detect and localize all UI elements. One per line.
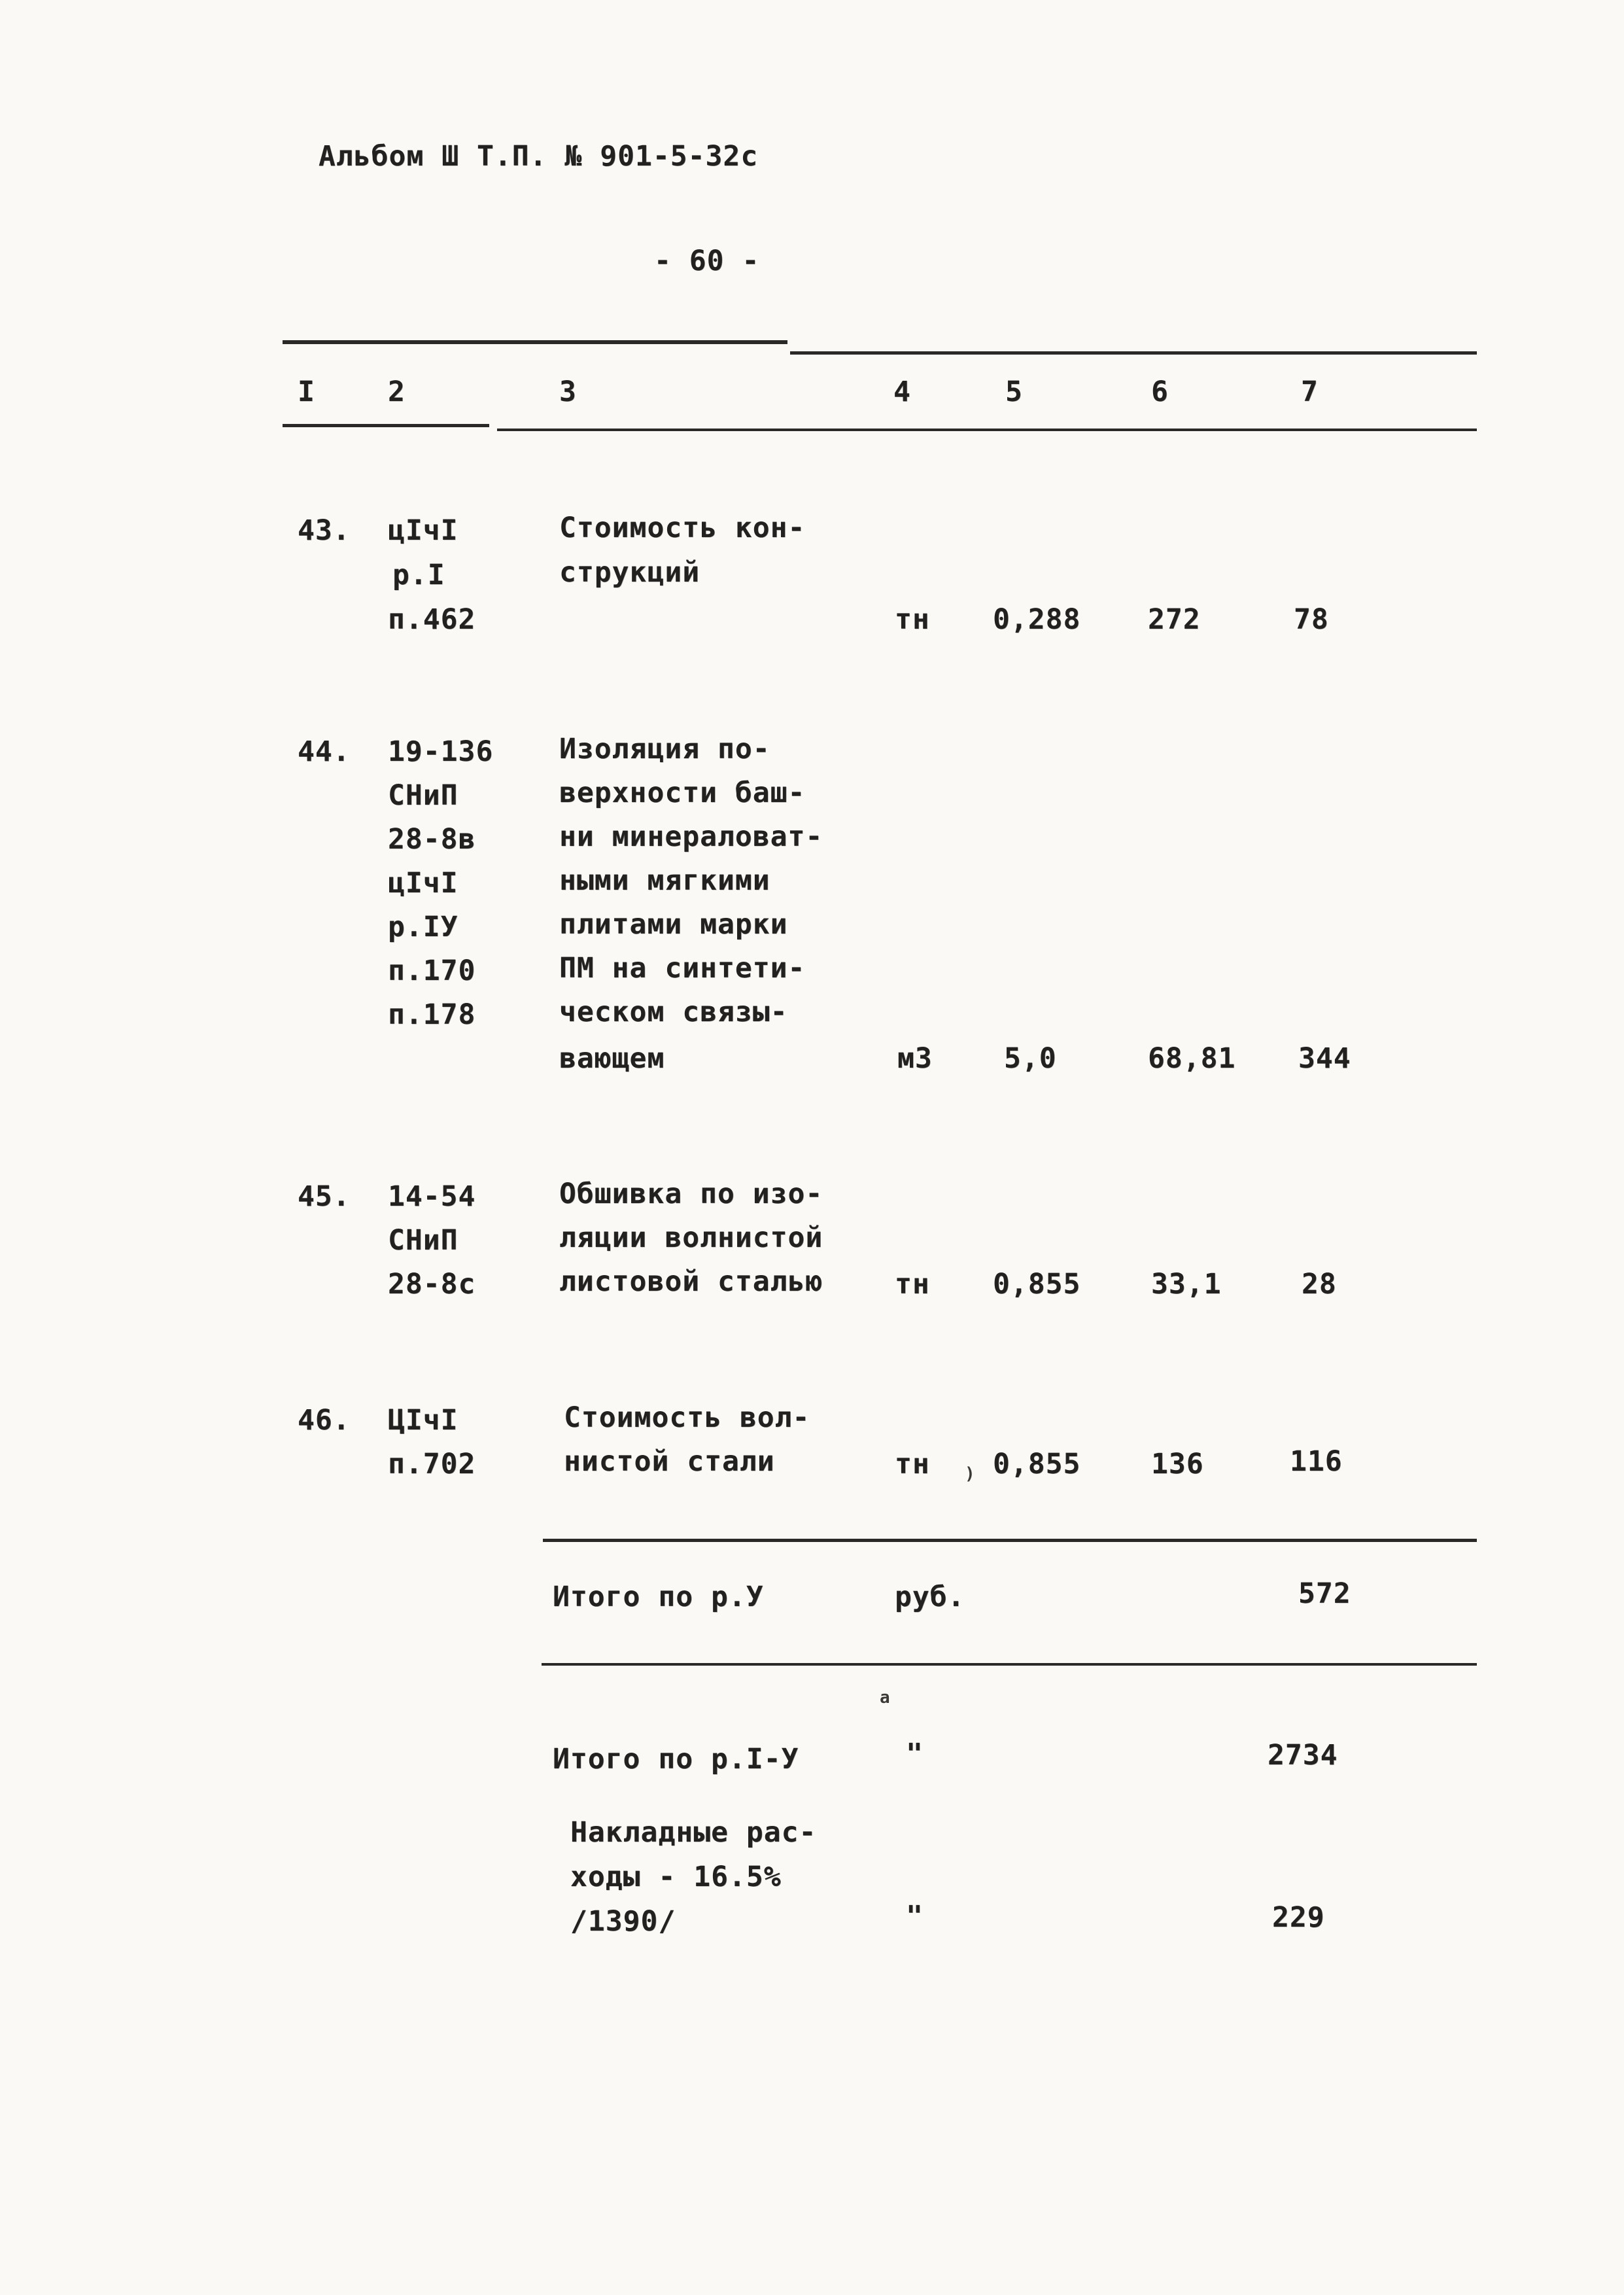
row46-unit-cost: 136 xyxy=(1151,1448,1204,1480)
overhead-label-line: ходы - 16.5% xyxy=(570,1861,782,1893)
row44-desc-line: ПМ на синтети- xyxy=(559,952,806,985)
col-header-1: I xyxy=(298,376,315,408)
section-total-unit: руб. xyxy=(895,1581,965,1613)
page-number: - 60 - xyxy=(654,245,760,277)
col-header-3: 3 xyxy=(559,376,577,408)
section-total-value: 572 xyxy=(1298,1577,1351,1610)
row44-ref-line: п.170 xyxy=(388,955,476,987)
row43-qty: 0,288 xyxy=(993,603,1081,636)
row44-ref-line: цIчI xyxy=(388,867,458,900)
row45-desc-line: ляции волнистой xyxy=(559,1221,823,1254)
row44-ref-line: р.IУ xyxy=(388,911,458,943)
row43-num: 43. xyxy=(298,514,351,547)
table-header-rule-right xyxy=(497,429,1477,431)
scan-artifact: ) xyxy=(965,1464,975,1484)
overhead-label-line: Накладные рас- xyxy=(570,1816,817,1849)
row44-unit: м3 xyxy=(897,1042,933,1075)
row45-desc-line: Обшивка по изо- xyxy=(559,1178,823,1210)
row43-unit: тн xyxy=(895,603,930,636)
row44-ref-line: СНиП xyxy=(388,779,458,812)
grand-total-unit: " xyxy=(906,1738,924,1770)
col-header-7: 7 xyxy=(1301,376,1319,408)
col-header-2: 2 xyxy=(388,376,406,408)
row45-ref-line: СНиП xyxy=(388,1224,458,1257)
row43-ref-line: цIчI xyxy=(388,514,458,547)
row44-desc-line: ными мягкими xyxy=(559,864,770,897)
col-header-6: 6 xyxy=(1151,376,1169,408)
row44-desc-line: верхности баш- xyxy=(559,777,806,809)
table-header-rule-left xyxy=(283,424,489,427)
row43-desc-line: Стоимость кон- xyxy=(559,512,806,544)
row43-total: 78 xyxy=(1294,603,1329,636)
row45-total: 28 xyxy=(1302,1268,1337,1301)
grand-total-label: Итого по р.I-У xyxy=(553,1743,799,1776)
table-top-rule-right xyxy=(790,351,1477,355)
row46-num: 46. xyxy=(298,1404,351,1437)
row44-ref-line: п.178 xyxy=(388,998,476,1031)
row44-desc-line: вающем xyxy=(559,1042,665,1075)
overhead-unit: " xyxy=(906,1900,924,1933)
row45-ref-line: 14-54 xyxy=(388,1180,476,1213)
overhead-label-line: /1390/ xyxy=(570,1905,676,1938)
row45-qty: 0,855 xyxy=(993,1268,1081,1301)
row44-ref-line: 28-8в xyxy=(388,823,476,856)
album-header: Альбом Ш Т.П. № 901-5-32с xyxy=(319,140,759,173)
row43-ref-line: р.I xyxy=(392,559,445,591)
row44-desc-line: ческом связы- xyxy=(559,996,788,1028)
row46-ref-line: п.702 xyxy=(388,1448,476,1480)
overhead-value: 229 xyxy=(1272,1901,1325,1934)
col-header-4: 4 xyxy=(893,376,911,408)
row46-total: 116 xyxy=(1290,1445,1343,1478)
row46-desc-line: нистой стали xyxy=(564,1445,775,1478)
row44-qty: 5,0 xyxy=(1004,1042,1057,1075)
totals-rule-bottom xyxy=(542,1663,1477,1666)
row46-qty: 0,855 xyxy=(993,1448,1081,1480)
row43-unit-cost: 272 xyxy=(1148,603,1201,636)
scan-artifact: а xyxy=(880,1688,890,1708)
row44-ref-line: 19-136 xyxy=(388,735,494,768)
row44-desc-line: плитами марки xyxy=(559,908,788,941)
grand-total-value: 2734 xyxy=(1268,1739,1338,1772)
row45-unit-cost: 33,1 xyxy=(1151,1268,1222,1301)
section-total-label: Итого по р.У xyxy=(553,1581,764,1613)
row46-unit: тн xyxy=(895,1448,930,1480)
row43-ref-line: п.462 xyxy=(388,603,476,636)
row44-desc-line: Изоляция по- xyxy=(559,733,770,765)
col-header-5: 5 xyxy=(1005,376,1023,408)
row45-desc-line: листовой сталью xyxy=(559,1265,823,1298)
row45-ref-line: 28-8с xyxy=(388,1268,476,1301)
row46-ref-line: ЦIчI xyxy=(388,1404,458,1437)
row45-unit: тн xyxy=(895,1268,930,1301)
row44-unit-cost: 68,81 xyxy=(1148,1042,1236,1075)
row44-desc-line: ни минераловат- xyxy=(559,820,823,853)
row43-desc-line: струкций xyxy=(559,556,700,589)
row44-num: 44. xyxy=(298,735,351,768)
row46-desc-line: Стоимость вол- xyxy=(564,1401,810,1434)
row44-total: 344 xyxy=(1298,1042,1351,1075)
table-top-rule-left xyxy=(283,340,787,344)
row45-num: 45. xyxy=(298,1180,351,1213)
totals-rule-top xyxy=(543,1539,1477,1542)
